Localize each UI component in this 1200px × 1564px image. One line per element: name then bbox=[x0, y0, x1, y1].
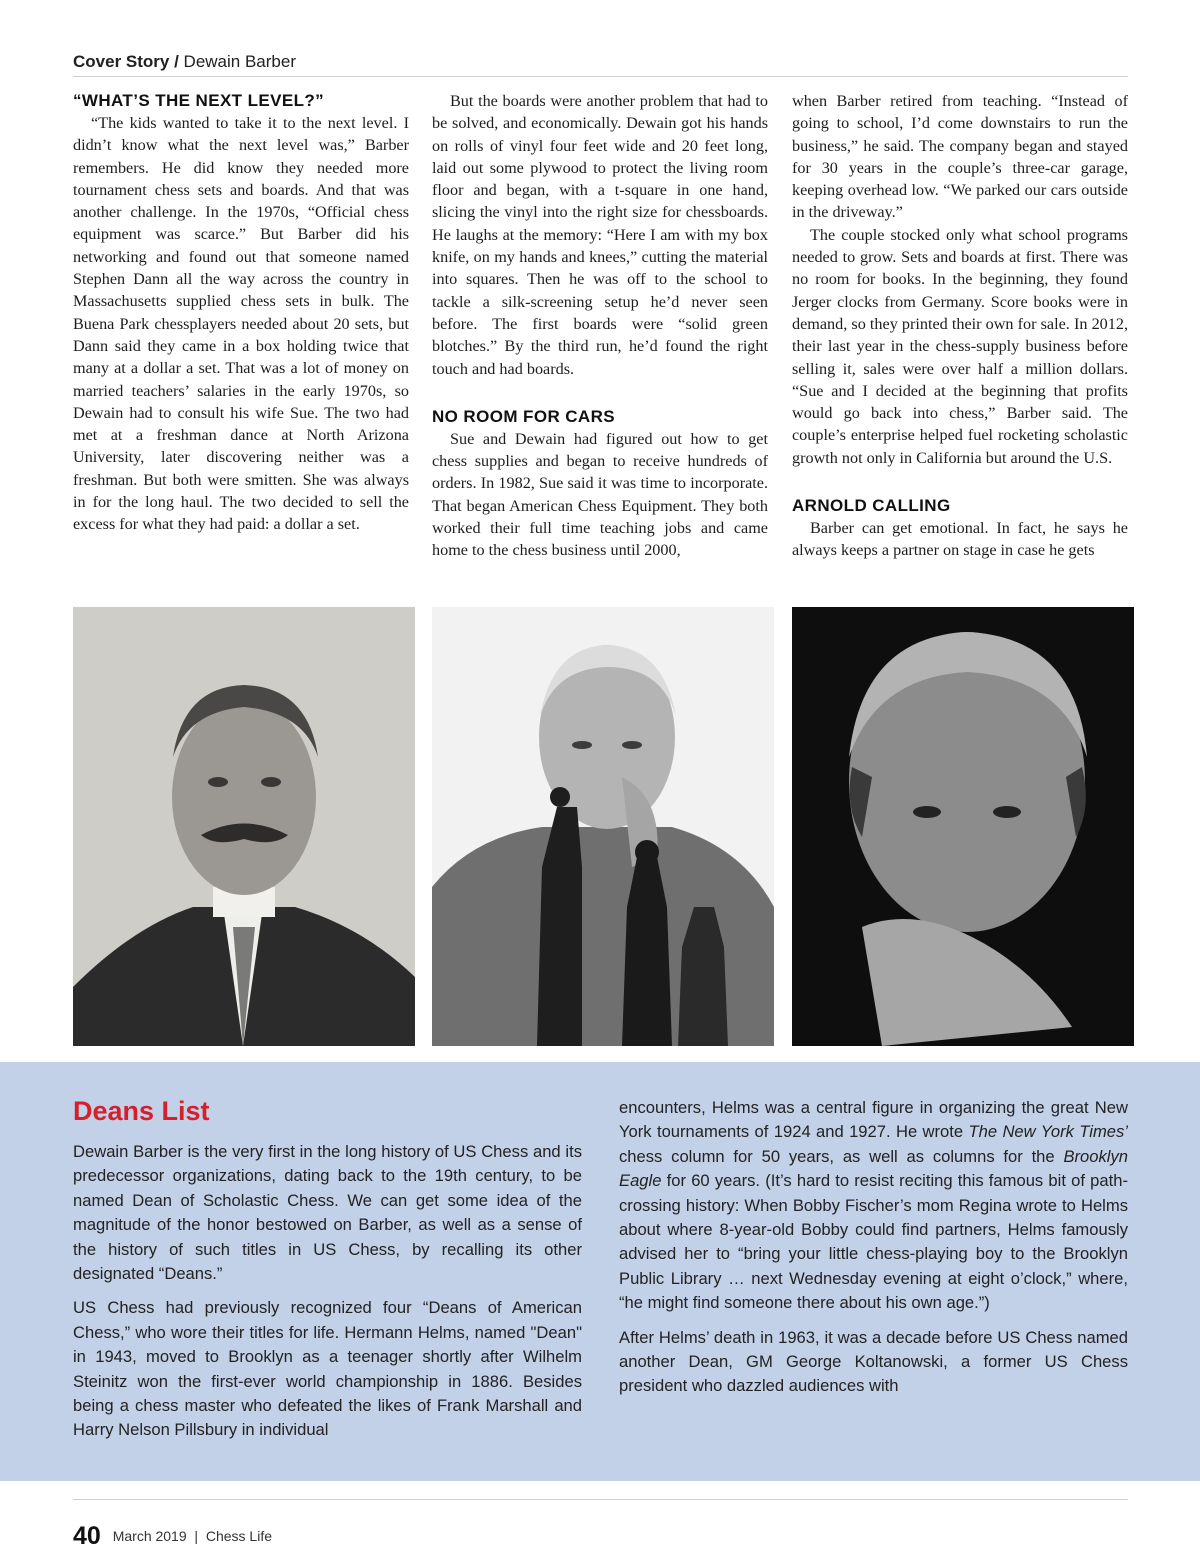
article-column-2 bbox=[432, 90, 768, 562]
footer-separator: | bbox=[194, 1528, 199, 1544]
article-paragraph: Barber can get emotional. In fact, he says he always keeps a partner on stage in case he gets bbox=[792, 519, 1128, 560]
article-paragraph: The couple stocked only what school programs needed to grow. Sets and boards at first. There was no room for books. In the beginning, they found Jerger clocks from Germany. Score books were in demand, so they printed their own for sale. In 2012, their last year in the chess-supply business before selling it, sales were over half a million dollars. “Sue and I decided at the beginning that profits would go back into chess,” Barber said. The couple’s enterprise helped fuel rocketing scholastic growth not only in California but around the U.S. bbox=[792, 225, 1128, 467]
article-paragraph: But the boards were another problem that had to be solved, and economically. Dewain got his hands on rolls of vinyl four feet wide and 20 feet long, laid out some plywood to protect the living room floor and began, with a t-square in one hand, slicing the vinyl into the right size for chessboards. He laughs at the memory: “Here I am with my box knife, on my hands and knees,” cutting the material into squares. Then he was off to the school to tackle a silk-screening setup he’d never seen before. The first boards were “solid green blotches.” By the third run, he’d found the right touch and had boards. bbox=[432, 92, 768, 378]
section-heading-arnold-calling: ARNOLD CALLING bbox=[792, 496, 951, 516]
text-run: encounters, Helms was a central figure in organizing the great New York tournaments of 1924 and 1927. He wrote bbox=[619, 1098, 1128, 1142]
article-paragraph: when Barber retired from teaching. “Instead of going to school, I’d come downstairs to run the business,” he said. The company began and stayed for 30 years in the couple’s three-car garage, keeping overhead low. “We parked our cars outside in the driveway.” bbox=[792, 92, 1128, 222]
photo-portrait-vintage bbox=[73, 607, 415, 1046]
page-footer bbox=[73, 1499, 1128, 1551]
photo-portrait-hand-on-chin bbox=[792, 607, 1134, 1046]
article-paragraph: Sue and Dewain had figured out how to get chess supplies and began to receive hundreds of orders. In 1982, Sue said it was time to incorporate. That began American Chess Equipment. They both worked their full time teaching jobs and came home to the chess business until 2000, bbox=[432, 429, 768, 560]
header-subject: Dewain Barber bbox=[183, 52, 296, 71]
sidebar-paragraph: US Chess had previously recognized four “Deans of American Chess,” who wore their titles for life. Hermann Helms, named "Dean" in 1943, moved to Brooklyn as a teenager shortly after Wilhelm Steinitz won the first-ever world championship in 1886. Besides being a chess master who defeated the likes of Frank Marshall and Harry Nelson Pillsbury in individual bbox=[73, 1298, 582, 1440]
article-column-3 bbox=[792, 90, 1128, 562]
issue-date: March 2019 bbox=[112, 1528, 187, 1544]
deans-list-sidebar bbox=[0, 1062, 1200, 1481]
text-run: for 60 years. (It’s hard to resist reciting this famous bit of path-crossing history: When Bobby Fischer’s mom Regina wrote to Helms about where 8-year-old Bobby could find partners, Helms famously advised her to “bring your little chess-playing boy to the Brooklyn Public Library … next Wednesday evening at eight o’clock,” where, “he might find someone there about his own age.”) bbox=[619, 1171, 1128, 1313]
article-column-1 bbox=[73, 90, 409, 536]
photo-portrait-chess-pieces bbox=[432, 607, 774, 1046]
sidebar-column-right bbox=[619, 1096, 1128, 1409]
article-paragraph: “The kids wanted to take it to the next level. I didn’t know what the next level was,” Barber remembers. He did know they needed more tournament chess sets and boards. And that was another challenge. In the 1970s, “Official chess equipment was scarce.” But Barber did his networking and found out that someone named Stephen Dann all the way across the country in Massachusetts supplied chess sets in bulk. The Buena Park chessplayers needed about 20 sets, but Dann said they came in a box holding twice that many at a dollar a set. That was a lot of money on married teachers’ salaries in the early 1970s, so Dewain had to consult his wife Sue. The two had met at a freshman dance at North Arizona University, later discovering neither was a freshman. But both were smitten. She was always in for the long haul. The two decided to sell the excess for what they had paid: a dollar a set. bbox=[73, 114, 409, 534]
section-heading-no-room-for-cars: NO ROOM FOR CARS bbox=[432, 406, 616, 426]
running-header bbox=[73, 52, 1128, 77]
sidebar-paragraph: Dewain Barber is the very first in the long history of US Chess and its predecessor organizations, dating back to the 19th century, to be named Dean of Scholastic Chess. We can get some idea of the magnitude of the honor bestowed on Barber, as well as a sense of the history of such titles in US Chess, by recalling its other designated “Deans.” bbox=[73, 1142, 582, 1284]
sidebar-column-left bbox=[73, 1084, 582, 1453]
page-number: 40 bbox=[73, 1522, 101, 1550]
publication-title: Brooklyn Eagle bbox=[619, 1146, 1128, 1191]
publication-title: The New York Times’ bbox=[968, 1122, 1128, 1142]
header-section: Cover Story / bbox=[73, 52, 179, 71]
section-heading-next-level: “WHAT’S THE NEXT LEVEL?” bbox=[73, 91, 325, 110]
text-run: chess column for 50 years, as well as columns for the bbox=[619, 1146, 1064, 1166]
sidebar-paragraph: After Helms’ death in 1963, it was a decade before US Chess named another Dean, GM George Koltanowski, a former US Chess president who dazzled audiences with bbox=[619, 1327, 1128, 1396]
sidebar-title: Deans List bbox=[73, 1096, 210, 1126]
sidebar-paragraph bbox=[619, 1096, 1128, 1316]
magazine-name: Chess Life bbox=[205, 1528, 272, 1544]
